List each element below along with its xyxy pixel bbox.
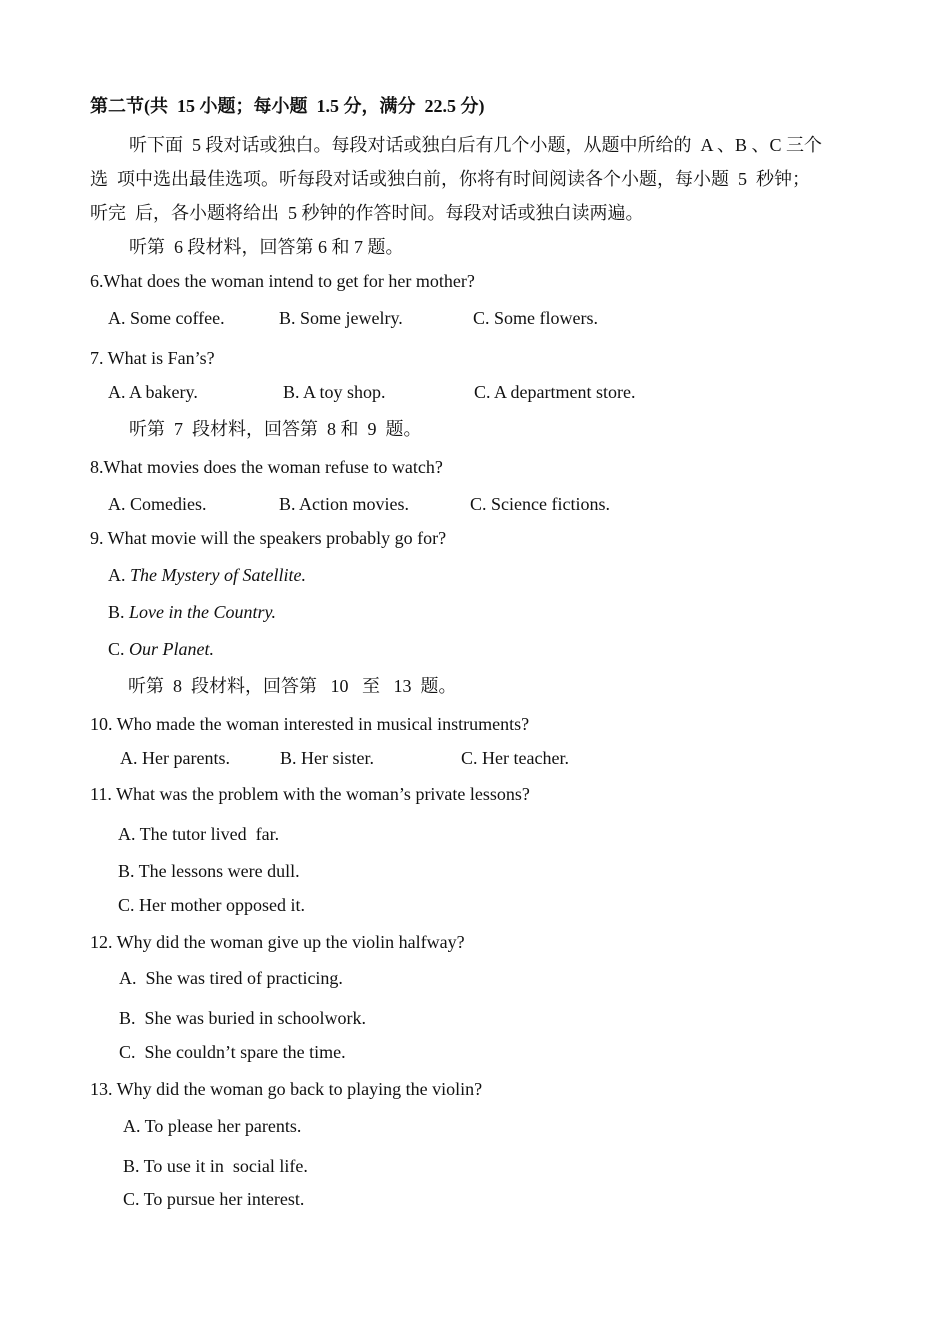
question-12-option-c: C. She couldn’t spare the time. xyxy=(119,1042,346,1062)
question-11-option-a: A. The tutor lived far. xyxy=(118,824,280,844)
question-6-option-c: C. Some flowers. xyxy=(473,308,598,328)
question-11-option-b: B. The lessons were dull. xyxy=(118,861,300,881)
instruction-line-1: 听下面 5 段对话或独白。每段对话或独白后有几个小题，从题中所给的 A 、B 、C 三个 xyxy=(129,135,823,155)
question-13-stem: 13. Why did the woman go back to playing the violin? xyxy=(90,1079,483,1099)
question-11-stem: 11. What was the problem with the woman’s private lessons? xyxy=(90,784,530,804)
question-9-option-a xyxy=(108,563,306,587)
group-intro-8: 听第 8 段材料，回答第 10 至 13 题。 xyxy=(128,676,457,696)
question-7-option-b: B. A toy shop. xyxy=(283,382,386,402)
question-13-option-a: A. To please her parents. xyxy=(123,1116,302,1136)
question-7-option-c: C. A department store. xyxy=(474,382,636,402)
movie-title: The Mystery of Satellite. xyxy=(130,565,306,585)
question-6-option-b: B. Some jewelry. xyxy=(279,308,403,328)
question-7-option-a: A. A bakery. xyxy=(108,382,198,402)
question-10-option-a: A. Her parents. xyxy=(120,748,230,768)
question-8-option-c: C. Science fictions. xyxy=(470,494,610,514)
group-intro-7: 听第 7 段材料，回答第 8 和 9 题。 xyxy=(129,419,422,439)
movie-title: Love in the Country. xyxy=(129,602,277,622)
question-8-option-b: B. Action movies. xyxy=(279,494,409,514)
question-9-option-b xyxy=(108,600,276,624)
question-11-option-c: C. Her mother opposed it. xyxy=(118,895,305,915)
group-intro-6: 听第 6 段材料，回答第 6 和 7 题。 xyxy=(129,237,404,257)
question-9-stem: 9. What movie will the speakers probably go for? xyxy=(90,528,447,548)
option-letter: B. xyxy=(108,602,130,622)
question-10-stem: 10. Who made the woman interested in musical instruments? xyxy=(90,714,530,734)
option-letter: C. xyxy=(108,639,130,659)
question-7-stem: 7. What is Fan’s? xyxy=(90,348,215,368)
section-heading: 第二节(共 15 小题；每小题 1.5 分，满分 22.5 分) xyxy=(90,96,485,116)
question-8-stem: 8.What movies does the woman refuse to watch? xyxy=(90,457,443,477)
question-10-option-c: C. Her teacher. xyxy=(461,748,569,768)
question-13-option-c: C. To pursue her interest. xyxy=(123,1189,305,1209)
question-9-option-c xyxy=(108,637,214,661)
option-letter: A. xyxy=(108,565,130,585)
instruction-line-3: 听完 后，各小题将给出 5 秒钟的作答时间。每段对话或独白读两遍。 xyxy=(90,203,644,223)
question-12-option-b: B. She was buried in schoolwork. xyxy=(119,1008,366,1028)
instruction-line-2: 选 项中选出最佳选项。听每段对话或独白前，你将有时间阅读各个小题，每小题 5 秒钟； xyxy=(90,169,810,189)
question-12-option-a: A. She was tired of practicing. xyxy=(119,968,343,988)
question-13-option-b: B. To use it in social life. xyxy=(123,1156,308,1176)
movie-title: Our Planet. xyxy=(129,639,215,659)
question-10-option-b: B. Her sister. xyxy=(280,748,374,768)
question-8-option-a: A. Comedies. xyxy=(108,494,207,514)
question-12-stem: 12. Why did the woman give up the violin halfway? xyxy=(90,932,465,952)
question-6-option-a: A. Some coffee. xyxy=(108,308,225,328)
question-6-stem: 6.What does the woman intend to get for her mother? xyxy=(90,271,475,291)
